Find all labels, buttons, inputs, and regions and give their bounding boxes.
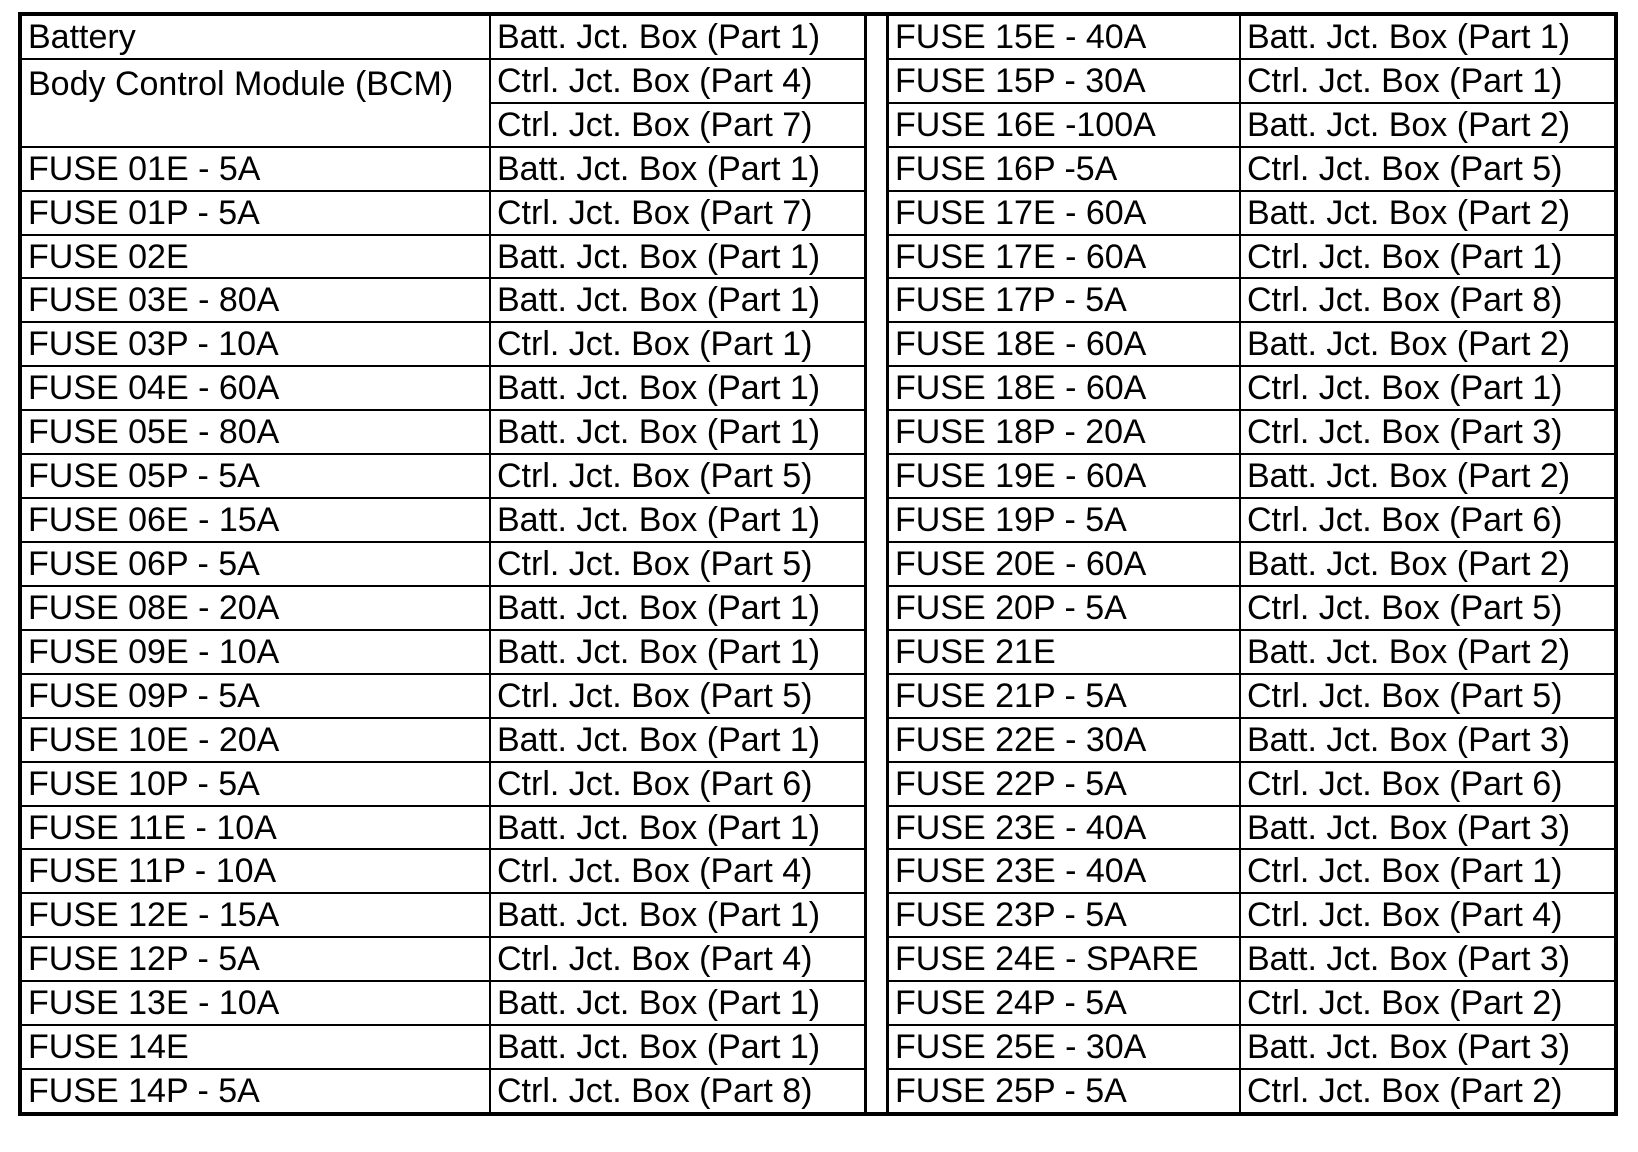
location-cell: Ctrl. Jct. Box (Part 4) [1240,893,1614,937]
component-cell: FUSE 20P - 5A [889,586,1240,630]
component-cell: FUSE 24P - 5A [889,981,1240,1025]
location-cell: Batt. Jct. Box (Part 1) [1240,16,1614,59]
component-cell: Battery [22,16,490,59]
table-row [22,1069,864,1112]
location-cell: Ctrl. Jct. Box (Part 7) [490,191,864,235]
component-cell: FUSE 12E - 15A [22,893,490,937]
table-row [889,849,1614,893]
location-cell: Ctrl. Jct. Box (Part 1) [1240,235,1614,279]
component-cell: FUSE 14P - 5A [22,1069,490,1112]
table-row [22,718,864,762]
component-cell: FUSE 17E - 60A [889,235,1240,279]
location-cell: Batt. Jct. Box (Part 2) [1240,322,1614,366]
component-cell: FUSE 23P - 5A [889,893,1240,937]
location-cell: Ctrl. Jct. Box (Part 5) [1240,674,1614,718]
component-cell: FUSE 08E - 20A [22,586,490,630]
table-row [22,410,864,454]
table-row [889,1025,1614,1069]
table-row [889,981,1614,1025]
component-cell: FUSE 03E - 80A [22,278,490,322]
component-cell: FUSE 21P - 5A [889,674,1240,718]
location-cell: Ctrl. Jct. Box (Part 7) [490,103,864,147]
component-cell: FUSE 22P - 5A [889,762,1240,806]
table-row [889,147,1614,191]
location-cell: Batt. Jct. Box (Part 2) [1240,630,1614,674]
component-cell: FUSE 11E - 10A [22,806,490,850]
location-cell: Ctrl. Jct. Box (Part 1) [1240,849,1614,893]
location-cell: Ctrl. Jct. Box (Part 2) [1240,981,1614,1025]
location-cell: Ctrl. Jct. Box (Part 6) [1240,762,1614,806]
component-cell: FUSE 18E - 60A [889,322,1240,366]
component-cell: FUSE 20E - 60A [889,542,1240,586]
component-cell: FUSE 16E -100A [889,103,1240,147]
location-cell: Batt. Jct. Box (Part 1) [490,586,864,630]
table-row [22,1025,864,1069]
table-row [22,147,864,191]
component-cell: FUSE 25E - 30A [889,1025,1240,1069]
component-cell: FUSE 15E - 40A [889,16,1240,59]
location-cell: Batt. Jct. Box (Part 1) [490,630,864,674]
location-cell: Batt. Jct. Box (Part 1) [490,1025,864,1069]
location-cell: Ctrl. Jct. Box (Part 3) [1240,410,1614,454]
component-cell: FUSE 09P - 5A [22,674,490,718]
location-cell: Batt. Jct. Box (Part 2) [1240,454,1614,498]
left-table-panel [22,16,867,1112]
component-cell: FUSE 16P -5A [889,147,1240,191]
location-cell: Batt. Jct. Box (Part 3) [1240,806,1614,850]
table-row [22,542,864,586]
table-row [22,849,864,893]
table-row [889,191,1614,235]
component-cell: FUSE 17E - 60A [889,191,1240,235]
table-row [22,59,864,103]
table-row [889,630,1614,674]
table-divider [867,16,889,1112]
table-row [889,103,1614,147]
location-cell: Batt. Jct. Box (Part 2) [1240,542,1614,586]
location-cell: Ctrl. Jct. Box (Part 4) [490,937,864,981]
table-row [889,542,1614,586]
location-cell: Ctrl. Jct. Box (Part 1) [490,322,864,366]
component-cell: Body Control Module (BCM) [22,59,490,147]
component-cell: FUSE 06P - 5A [22,542,490,586]
table-row [889,235,1614,279]
location-cell: Ctrl. Jct. Box (Part 8) [1240,278,1614,322]
component-location-table-frame [18,12,1618,1116]
component-cell: FUSE 10P - 5A [22,762,490,806]
table-row [889,16,1614,59]
table-row [889,322,1614,366]
component-cell: FUSE 24E - SPARE [889,937,1240,981]
component-cell: FUSE 01P - 5A [22,191,490,235]
location-cell: Batt. Jct. Box (Part 2) [1240,103,1614,147]
location-cell: Batt. Jct. Box (Part 1) [490,235,864,279]
table-row [22,806,864,850]
location-cell: Batt. Jct. Box (Part 1) [490,366,864,410]
table-row [22,322,864,366]
table-row [889,1069,1614,1112]
location-cell: Ctrl. Jct. Box (Part 6) [1240,498,1614,542]
table-row [889,806,1614,850]
location-cell: Batt. Jct. Box (Part 2) [1240,191,1614,235]
location-cell: Batt. Jct. Box (Part 1) [490,278,864,322]
table-row [889,278,1614,322]
right-table-panel [889,16,1614,1112]
table-row [889,586,1614,630]
left-table-body [22,16,864,1112]
location-cell: Batt. Jct. Box (Part 1) [490,410,864,454]
table-row [22,981,864,1025]
location-cell: Ctrl. Jct. Box (Part 5) [490,674,864,718]
table-row [22,893,864,937]
table-row [889,893,1614,937]
component-cell: FUSE 13E - 10A [22,981,490,1025]
table-row [22,366,864,410]
table-row [889,718,1614,762]
table-row [889,366,1614,410]
table-row [22,235,864,279]
location-cell: Ctrl. Jct. Box (Part 4) [490,849,864,893]
location-cell: Batt. Jct. Box (Part 3) [1240,718,1614,762]
component-cell: FUSE 19E - 60A [889,454,1240,498]
component-cell: FUSE 04E - 60A [22,366,490,410]
component-cell: FUSE 06E - 15A [22,498,490,542]
right-table-body [889,16,1614,1112]
component-cell: FUSE 19P - 5A [889,498,1240,542]
location-cell: Batt. Jct. Box (Part 1) [490,498,864,542]
component-cell: FUSE 22E - 30A [889,718,1240,762]
location-cell: Ctrl. Jct. Box (Part 5) [490,542,864,586]
table-row [22,498,864,542]
location-cell: Ctrl. Jct. Box (Part 8) [490,1069,864,1112]
table-row [889,498,1614,542]
component-cell: FUSE 14E [22,1025,490,1069]
table-row [889,937,1614,981]
component-cell: FUSE 21E [889,630,1240,674]
component-cell: FUSE 11P - 10A [22,849,490,893]
component-cell: FUSE 09E - 10A [22,630,490,674]
component-cell: FUSE 03P - 10A [22,322,490,366]
table-row [22,278,864,322]
location-cell: Batt. Jct. Box (Part 1) [490,806,864,850]
table-row [22,191,864,235]
location-cell: Ctrl. Jct. Box (Part 1) [1240,59,1614,103]
location-cell: Batt. Jct. Box (Part 1) [490,147,864,191]
component-cell: FUSE 05E - 80A [22,410,490,454]
component-cell: FUSE 18E - 60A [889,366,1240,410]
component-cell: FUSE 25P - 5A [889,1069,1240,1112]
table-row [889,762,1614,806]
location-cell: Batt. Jct. Box (Part 1) [490,16,864,59]
component-cell: FUSE 02E [22,235,490,279]
component-cell: FUSE 05P - 5A [22,454,490,498]
table-row [889,59,1614,103]
left-component-table [22,16,864,1112]
component-cell: FUSE 15P - 30A [889,59,1240,103]
table-row [889,454,1614,498]
component-cell: FUSE 23E - 40A [889,806,1240,850]
location-cell: Batt. Jct. Box (Part 1) [490,718,864,762]
location-cell: Batt. Jct. Box (Part 3) [1240,1025,1614,1069]
location-cell: Batt. Jct. Box (Part 1) [490,981,864,1025]
location-cell: Ctrl. Jct. Box (Part 4) [490,59,864,103]
right-component-table [889,16,1614,1112]
location-cell: Ctrl. Jct. Box (Part 1) [1240,366,1614,410]
location-cell: Ctrl. Jct. Box (Part 5) [1240,147,1614,191]
component-cell: FUSE 10E - 20A [22,718,490,762]
table-row [22,454,864,498]
location-cell: Ctrl. Jct. Box (Part 2) [1240,1069,1614,1112]
location-cell: Batt. Jct. Box (Part 1) [490,893,864,937]
table-row [22,16,864,59]
table-row [22,674,864,718]
location-cell: Batt. Jct. Box (Part 3) [1240,937,1614,981]
component-cell: FUSE 17P - 5A [889,278,1240,322]
table-row [22,630,864,674]
component-cell: FUSE 23E - 40A [889,849,1240,893]
location-cell: Ctrl. Jct. Box (Part 5) [1240,586,1614,630]
component-cell: FUSE 18P - 20A [889,410,1240,454]
table-row [22,586,864,630]
component-cell: FUSE 01E - 5A [22,147,490,191]
component-cell: FUSE 12P - 5A [22,937,490,981]
location-cell: Ctrl. Jct. Box (Part 5) [490,454,864,498]
table-row [889,410,1614,454]
location-cell: Ctrl. Jct. Box (Part 6) [490,762,864,806]
table-row [22,762,864,806]
table-row [889,674,1614,718]
table-row [22,937,864,981]
